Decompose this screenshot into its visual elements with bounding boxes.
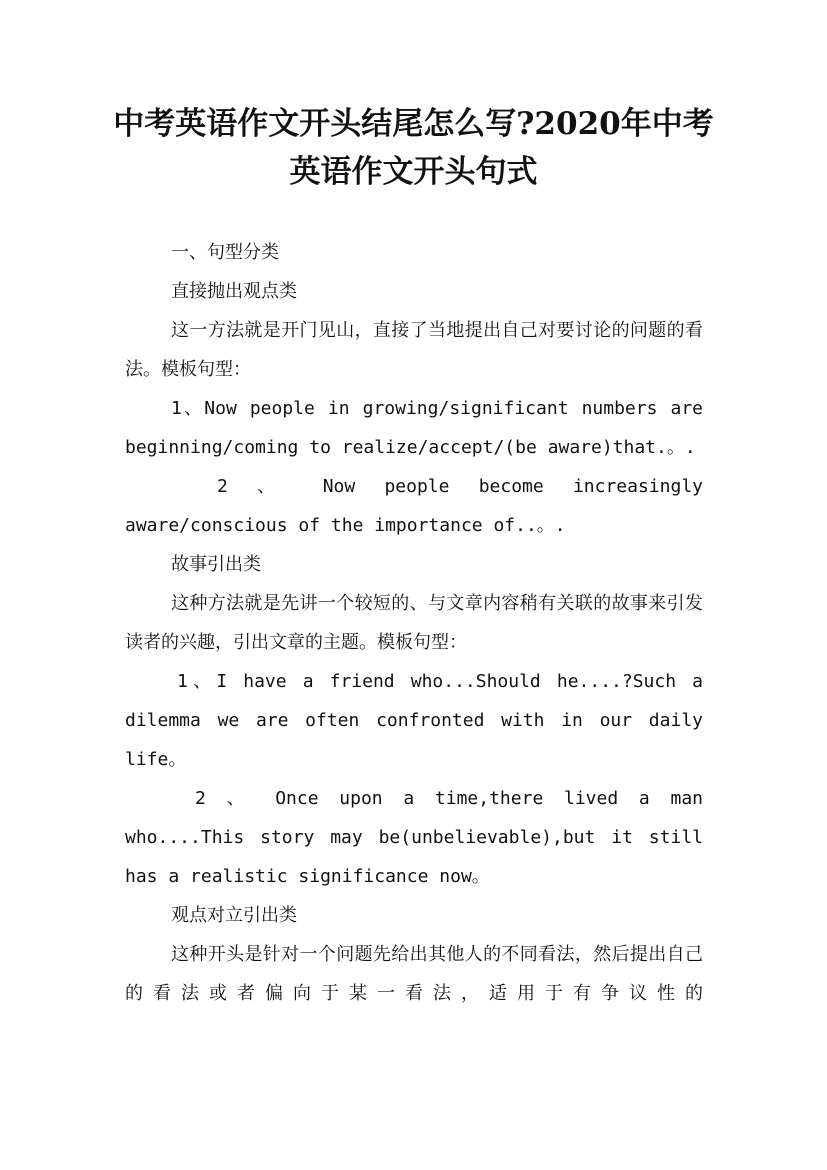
paragraph: 这种方法就是先讲一个较短的、与文章内容稍有关联的故事来引发读者的兴趣，引出文章的主题。模板句型： xyxy=(125,593,703,653)
template-sentence: 2 、 Now people become increasingly aware/conscious of the importance of..。. xyxy=(125,476,703,536)
subsection-heading: 直接抛出观点类 xyxy=(171,281,297,302)
template-sentence: 1、Now people in growing/significant numbers are beginning/coming to realize/accept/(be aware)that.。. xyxy=(125,398,703,458)
document-body xyxy=(125,233,703,1013)
section-heading: 一、句型分类 xyxy=(171,242,279,263)
template-sentence: 1、I have a friend who...Should he....?Such a dilemma we are often confronted with in our daily life。 xyxy=(125,671,703,770)
template-sentence: 2 、 Once upon a time,there lived a man who....This story may be(unbelievable),but it still has a realistic significance now。 xyxy=(125,788,703,887)
paragraph: 这种开头是针对一个问题先给出其他人的不同看法，然后提出自己的看法或者偏向于某一看法，适用于有争议性的 xyxy=(125,944,703,1004)
subsection-heading: 故事引出类 xyxy=(171,554,261,575)
paragraph: 这一方法就是开门见山，直接了当地提出自己对要讨论的问题的看法。模板句型： xyxy=(125,320,703,380)
subsection-heading: 观点对立引出类 xyxy=(171,905,297,926)
document-title: 中考英语作文开头结尾怎么写?2020年中考英语作文开头句式 xyxy=(113,106,714,190)
